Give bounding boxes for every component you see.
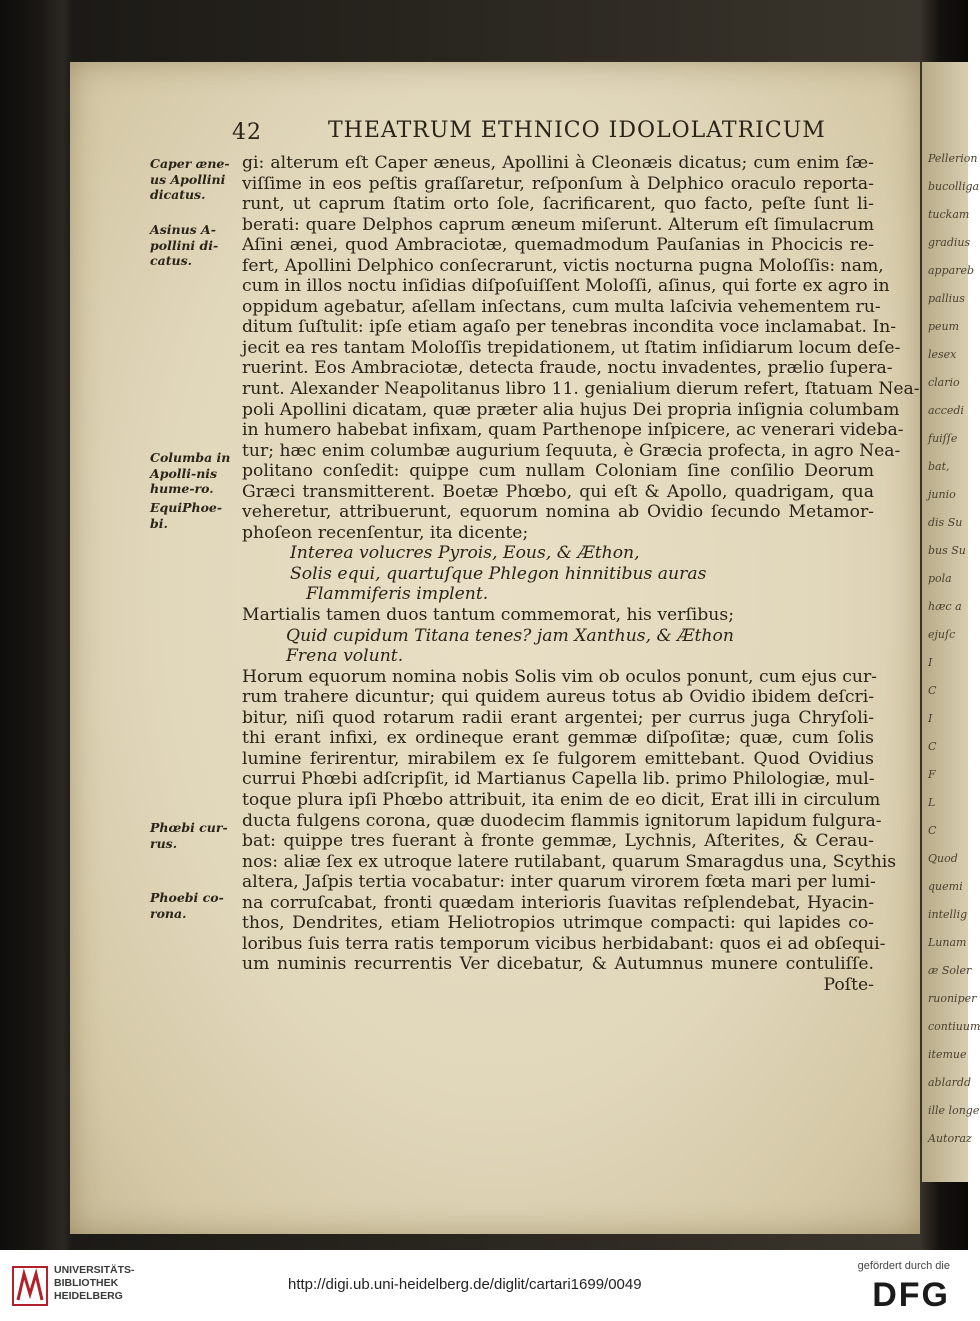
catchword: Poſte-	[823, 974, 874, 995]
right-page-fragment: pola	[928, 572, 952, 585]
margin-note: Caper æne-us Apollini dicatus.	[150, 156, 230, 202]
text-line: loribus ſuis terra ratis temporum vicibus herbidabant: quos ei ad obſequi-	[242, 933, 886, 954]
right-page-fragment: appareb	[928, 264, 975, 277]
right-page-fragment: gradius	[928, 236, 971, 249]
right-page-fragment: clario	[928, 376, 960, 389]
source-url-link[interactable]: http://digi.ub.uni-heidelberg.de/diglit/cartari1699/0049	[288, 1276, 642, 1293]
text-line: oppidum agebatur, aſellam inſectans, cum multa laſcivia vehementem ru-	[242, 296, 881, 317]
text-line: runt. Alexander Neapolitanus libro 11. genialium dierum refert, ſtatuam Nea-	[242, 379, 920, 400]
margin-note: Phoebi co-rona.	[150, 890, 224, 921]
right-page-fragment: bucolliga	[928, 180, 980, 193]
verse-line: Flammiferis implent.	[306, 584, 489, 605]
institution-line: BIBLIOTHEK	[54, 1277, 119, 1289]
text-line: veheretur, attribuerunt, equorum nomina ab Ovidio ſecundo Metamor-	[242, 502, 874, 523]
right-page-fragment: Lunam	[928, 936, 967, 949]
text-line: poli Apollini dicatam, quæ præter alia hujus Dei propria inſignia columbam	[242, 399, 900, 420]
verse-line: Quid cupidum Titana tenes? jam Xanthus, & Æthon	[286, 625, 734, 646]
institution-line: UNIVERSITÄTS-	[54, 1264, 135, 1276]
right-page-fragment: junio	[928, 488, 956, 501]
right-page-fragment: ruoniper	[928, 992, 977, 1005]
text-line: currui Phœbi adſcripſit, id Martianus Capella lib. primo Philologiæ, mul-	[242, 769, 875, 790]
text-line: jecit ea res tantam Moloſſis trepidationem, ut ſtatim inſidiarum locum deſe-	[242, 337, 901, 358]
text-line: cum in illos noctu inſidias diſpoſuiſſent Moloſſi, aſinus, qui forte ex agro in	[242, 276, 890, 297]
right-page-fragment: hæc a	[928, 600, 962, 613]
page-number: 42	[232, 120, 262, 145]
text-line: nos: aliæ ſex ex utroque latere rutilabant, quarum Smaragdus una, Scythis	[242, 851, 897, 872]
text-line: Martialis tamen duos tantum commemorat, his verſibus;	[242, 605, 734, 626]
right-page-fragment: F	[928, 768, 936, 781]
text-line: thi erant infixi, ex ordineque erant gemmæ diſpoſitæ; quæ, cum ſolis	[242, 728, 874, 749]
university-seal-icon	[12, 1266, 48, 1306]
right-page-fragment: ablardd	[928, 1076, 972, 1089]
right-page-fragment: lesex	[928, 348, 957, 361]
text-line: berati: quare Delphos caprum æneum miſerunt. Alterum eſt ſimulacrum	[242, 214, 874, 235]
text-line: tur; hæc enim columbæ augurium ſequuta, è Græcia profecta, in agro Nea-	[242, 440, 901, 461]
right-page-fragment: bus Su	[928, 544, 966, 557]
right-page-fragment: dis Su	[928, 516, 963, 529]
right-page-fragment: C	[928, 740, 937, 753]
margin-note: Asinus A-pollini di-catus.	[150, 222, 219, 268]
right-page-fragment: Quod	[928, 852, 958, 865]
text-line: runt, ut caprum ſtatim orto ſole, ſacrificarent, quo facto, peſte ſunt li-	[242, 194, 874, 215]
footer-bar	[0, 1250, 968, 1321]
text-line: politano conſedit: quippe cum nullam Coloniam ſine conſilio Deorum	[242, 461, 874, 482]
text-line: gi: alterum eſt Caper æneus, Apollini à Cleonæis dicatus; cum enim ſæ-	[242, 153, 874, 173]
right-page-fragment: C	[928, 684, 937, 697]
right-page-fragment: pallius	[928, 292, 965, 305]
text-line: Græci transmitterent. Boetæ Phœbo, qui eſt & Apollo, quadrigam, qua	[242, 481, 874, 502]
right-page-fragment: tuckam	[928, 208, 970, 221]
text-line: bitur, niſi quod rotarum radii erant argentei; per currus juga Chryſoli-	[242, 707, 874, 728]
right-page-fragment: C	[928, 824, 937, 837]
margin-note: Columba in Apolli-nis hume-ro.	[150, 450, 231, 496]
text-line: fert, Apollini Delphico conſecrarunt, victis nocturna pugna Moloſſis: nam,	[242, 255, 884, 276]
page-header	[232, 118, 872, 152]
right-page-fragment: æ Soler	[928, 964, 972, 977]
right-page-fragment: I	[928, 656, 933, 669]
text-line: toque plura ipſi Phœbo attribuit, ita enim de eo dicit, Erat illi in circulum	[242, 789, 881, 810]
text-line: ruerint. Eos Ambraciotæ, detecta fraude, noctu invadentes, prælio ſupera-	[242, 358, 893, 379]
verse-line: Interea volucres Pyrois, Eous, & Æthon,	[290, 543, 640, 564]
text-line: ditum ſuſtulit: ipſe etiam agaſo per tenebras incondita voce inclamabat. In-	[242, 317, 897, 338]
right-page-fragment: intellig	[928, 908, 968, 921]
right-page-fragment: Autoraz	[928, 1132, 972, 1145]
right-page-fragment: Pellerion	[928, 152, 978, 165]
right-page-edge	[922, 62, 980, 1182]
right-page-fragment: quemi	[928, 880, 963, 893]
text-line: bat: quippe tres fuerant à fronte gemmæ, Lychnis, Aſterites, & Cerau-	[242, 831, 874, 852]
margin-note: EquiPhoe-bi.	[150, 500, 223, 531]
right-page-fragment: ejuſc	[928, 628, 956, 641]
running-title: THEATRUM ETHNICO IDOLOLATRICUM	[328, 118, 826, 143]
dfg-logo: DFG	[872, 1276, 950, 1314]
right-page-fragment: L	[928, 796, 936, 809]
body-text	[242, 153, 920, 995]
verse-line: Solis equi, quartuſque Phlegon hinnitibus auras	[290, 563, 707, 584]
text-line: phoſeon recenſentur, ita dicente;	[242, 522, 529, 543]
right-page-fragment: accedi	[928, 404, 964, 417]
text-line: Aſini ænei, quod Ambraciotæ, quemadmodum Pauſanias in Phocicis re-	[242, 235, 874, 256]
right-page-fragment: ille longe	[928, 1104, 980, 1117]
text-line: viſſime in eos peſtis graſſaretur, reſponſum à Delphico oraculo reporta-	[242, 173, 874, 194]
verse-line: Frena volunt.	[286, 646, 404, 667]
right-page-fragment: contiuum	[928, 1020, 980, 1033]
right-page-fragment: peum	[928, 320, 960, 333]
right-page-fragment: I	[928, 712, 933, 725]
text-line: na corruſcabat, fronti quædam interioris ſuavitas reſplendebat, Hyacin-	[242, 892, 874, 913]
right-page-fragment: fuiſſe	[928, 432, 958, 445]
text-line: Horum equorum nomina nobis Solis vim ob oculos ponunt, cum ejus cur-	[242, 666, 877, 687]
text-line: um numinis recurrentis Ver dicebatur, & Autumnus munere contuliſſe.	[242, 954, 874, 975]
margin-note: Phœbi cur-rus.	[150, 820, 228, 851]
text-line: lumine ferirentur, mirabilem ex ſe fulgorem emittebant. Quod Ovidius	[242, 748, 874, 769]
institution-name	[54, 1264, 135, 1303]
institution-line: HEIDELBERG	[54, 1290, 123, 1302]
funded-by-label: gefördert durch die	[857, 1260, 950, 1272]
text-line: ducta fulgens corona, quæ duodecim flammis ignitorum lapidum fulgura-	[242, 810, 882, 831]
text-line: in humero habebat infixam, quam Parthenope inſpicere, ac venerari videba-	[242, 420, 904, 441]
text-line: rum trahere dicuntur; qui quidem aureus totus ab Ovidio ibidem deſcri-	[242, 687, 874, 708]
text-line: altera, Jaſpis tertia vocabatur: inter quarum virorem fœta mari per lumi-	[242, 872, 876, 893]
right-page-fragment: bat,	[928, 460, 950, 473]
text-line: thos, Dendrites, etiam Heliotropios utrimque compacti: qui lapides co-	[242, 913, 874, 934]
right-page-fragment: itemue	[928, 1048, 967, 1061]
